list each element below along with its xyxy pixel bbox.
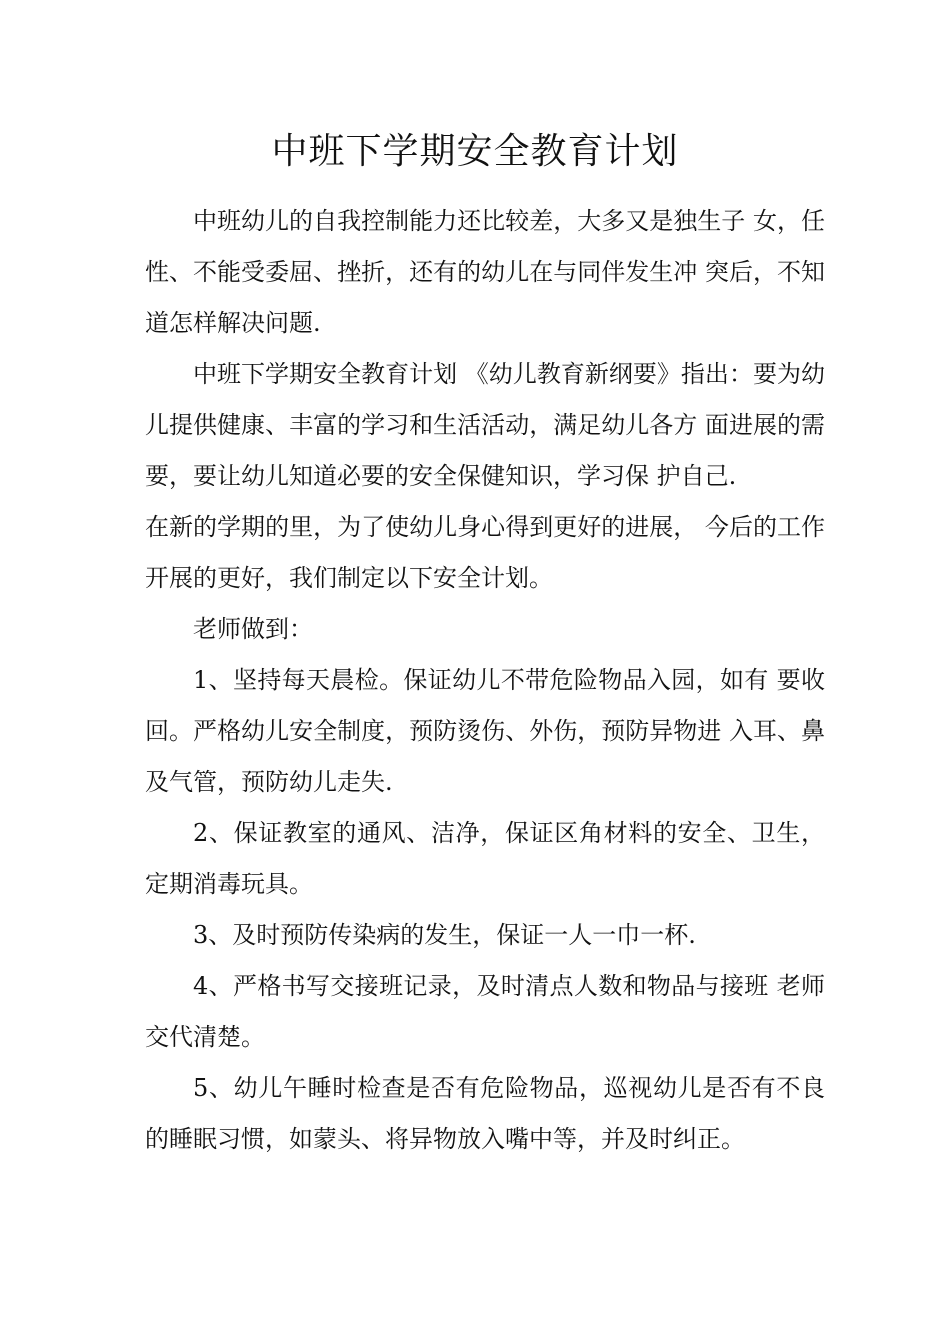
list-item-1: 1、坚持每天晨检。保证幼儿不带危险物品入园，如有 要收回。严格幼儿安全制度，预防烫伤、外伤，预防异物进 入耳、鼻及气管，预防幼儿走失. <box>145 666 825 796</box>
intro-paragraph: 中班幼儿的自我控制能力还比较差，大多又是独生子 女，任性、不能受委屈、挫折，还有的幼儿在与同伴发生冲 突后，不知道怎样解决问题. <box>145 207 825 337</box>
list-item-3: 3、及时预防传染病的发生，保证一人一巾一杯. <box>193 921 696 949</box>
list-item-4: 4、严格书写交接班记录，及时清点人数和物品与接班 老师交代清楚。 <box>145 972 825 1051</box>
document-body <box>145 196 825 1165</box>
document-title: 中班下学期安全教育计划 <box>271 131 679 172</box>
plan-paragraph: 在新的学期的里，为了使幼儿身心得到更好的进展， 今后的工作开展的更好，我们制定以下安全计划。 <box>145 513 825 592</box>
teacher-heading: 老师做到： <box>193 615 313 643</box>
list-item-5: 5、幼儿午睡时检查是否有危险物品，巡视幼儿是否有不良的睡眠习惯，如蒙头、将异物放入嘴中等，并及时纠正。 <box>145 1074 825 1153</box>
guideline-paragraph: 中班下学期安全教育计划 《幼儿教育新纲要》指出：要为幼儿提供健康、丰富的学习和生活活动，满足幼儿各方 面进展的需要，要让幼儿知道必要的安全保健知识，学习保 护自己. <box>145 360 825 490</box>
list-item-2: 2、保证教室的通风、洁净，保证区角材料的安全、卫生，定期消毒玩具。 <box>145 819 825 898</box>
